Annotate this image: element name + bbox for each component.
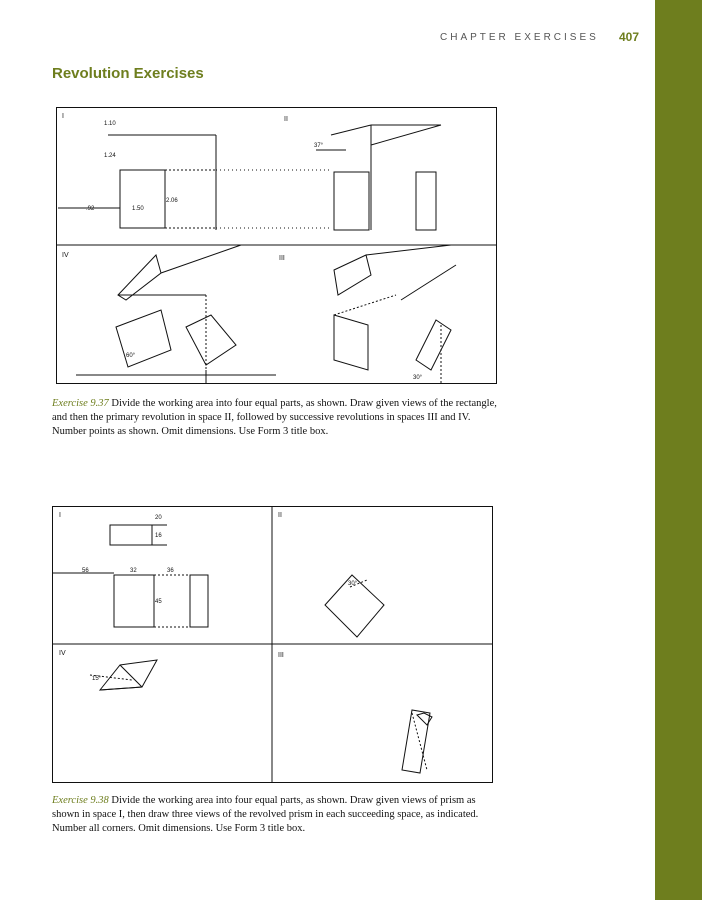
fig1-space-label-i: I — [62, 113, 64, 120]
fig2-dim: 15° — [92, 676, 102, 682]
fig1-dim: 1.50 — [132, 206, 144, 212]
running-head: CHAPTER EXERCISES — [440, 32, 599, 43]
fig2-space-label-iv: IV — [59, 650, 66, 657]
caption-text: Divide the working area into four equal parts, as shown. Draw given views of the rectangle, and then the primary revolution in space II, followed by successive revolutions in spaces III and IV. Number points as shown. Omit dimensions. Use Form 3 title box. — [52, 398, 497, 437]
fig1-dim: .92 — [86, 206, 95, 212]
fig2-dim: 56 — [82, 568, 89, 574]
fig1-dim: 30° — [413, 375, 423, 381]
exercise-9-37-figure — [56, 105, 498, 385]
fig1-dim: 2.06 — [166, 198, 178, 204]
section-title: Revolution Exercises — [52, 65, 204, 82]
fig1-space-label-iii: III — [279, 255, 285, 262]
exercise-9-38-caption — [52, 794, 497, 836]
fig1-dim: 1.24 — [104, 153, 116, 159]
fig1-dim: 1.10 — [104, 121, 116, 127]
page-number: 407 — [619, 30, 640, 44]
fig1-space-label-ii: II — [284, 116, 288, 123]
fig2-dim: 20 — [155, 515, 162, 521]
chapter-side-bar — [655, 0, 702, 900]
caption-label: Exercise 9.38 — [52, 795, 109, 806]
caption-label: Exercise 9.37 — [52, 398, 109, 409]
fig2-space-label-ii: II — [278, 512, 282, 519]
fig2-dim: 30° — [348, 581, 358, 587]
fig2-dim: 45 — [155, 599, 162, 605]
fig2-dim: 32 — [130, 568, 137, 574]
fig2-space-label-i: I — [59, 512, 61, 519]
exercise-9-37-caption — [52, 397, 497, 439]
caption-text: Divide the working area into four equal parts, as shown. Draw given views of prism as shown in space I, then draw three views of the revolved prism in each succeeding space, as indicated. Number all corners. Omit dimensions. Use Form 3 title box. — [52, 795, 479, 834]
fig1-dim: 60° — [126, 353, 136, 359]
fig1-space-label-iv: IV — [62, 252, 69, 259]
exercise-9-38-figure — [52, 505, 494, 785]
fig2-dim: 16 — [155, 533, 162, 539]
fig2-dim: 36 — [167, 568, 174, 574]
fig1-dim: 37° — [314, 143, 324, 149]
fig2-space-label-iii: III — [278, 652, 284, 659]
